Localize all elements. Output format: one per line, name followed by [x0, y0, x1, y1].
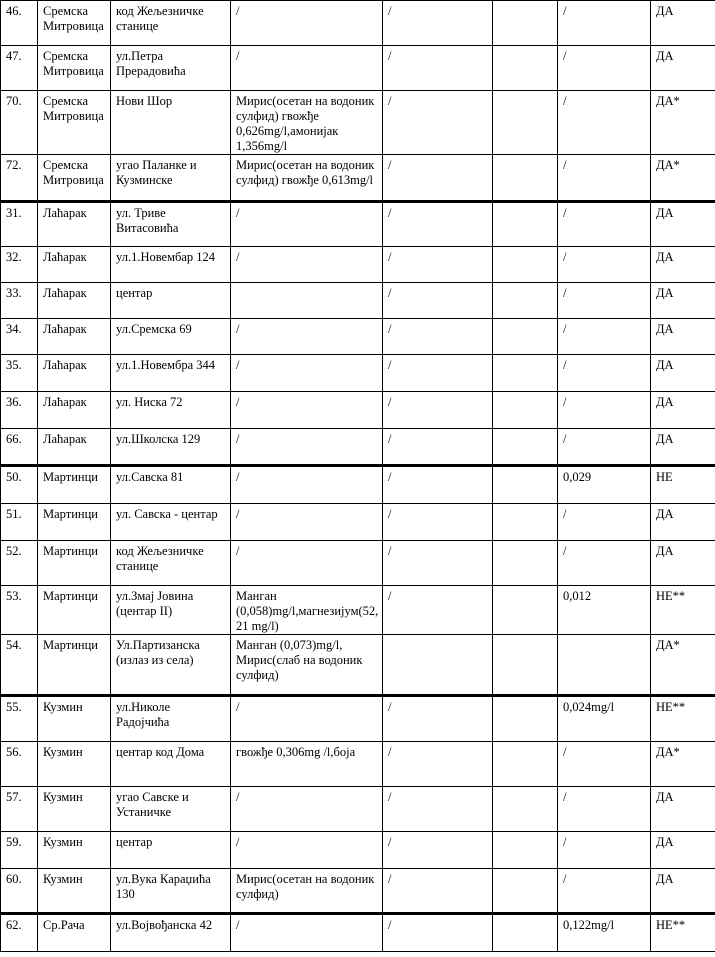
- verdict-cell: ДА: [651, 392, 715, 429]
- place-cell: Кузмин: [38, 869, 111, 914]
- value-cell-6: [493, 832, 558, 869]
- value-cell-5: [383, 635, 493, 696]
- value-cell-6: [493, 914, 558, 952]
- place-cell: Сремска Митровица: [38, 91, 111, 155]
- row-number: 60.: [1, 869, 38, 914]
- value-cell-6: [493, 787, 558, 832]
- value-cell-5: /: [383, 504, 493, 541]
- address-cell: ул. Савска - центар: [111, 504, 231, 541]
- address-cell: ул.Петра Прерадовића: [111, 46, 231, 91]
- address-cell: ул.1.Новембар 124: [111, 247, 231, 283]
- row-number: 50.: [1, 466, 38, 504]
- table-row: [1, 466, 715, 504]
- table-row: [1, 1, 715, 46]
- value-cell-6: [493, 541, 558, 586]
- value-cell-5: /: [383, 247, 493, 283]
- description-cell: /: [231, 392, 383, 429]
- place-cell: Кузмин: [38, 832, 111, 869]
- description-cell: Манган (0,073)mg/l, Мирис(слаб на водоник сулфид): [231, 635, 383, 696]
- description-cell: /: [231, 319, 383, 355]
- verdict-cell: ДА: [651, 541, 715, 586]
- address-cell: ул.Николе Радојчића: [111, 696, 231, 742]
- value-cell-6: [493, 869, 558, 914]
- value-cell-6: [493, 355, 558, 392]
- address-cell: угао Савске и Устаничке: [111, 787, 231, 832]
- value-cell-6: [493, 429, 558, 466]
- value-cell-7: /: [558, 541, 651, 586]
- value-cell-6: [493, 1, 558, 46]
- description-cell: /: [231, 466, 383, 504]
- address-cell: центар код Дома: [111, 742, 231, 787]
- value-cell-7: 0,029: [558, 466, 651, 504]
- verdict-cell: ДА: [651, 283, 715, 319]
- value-cell-5: /: [383, 355, 493, 392]
- description-cell: /: [231, 541, 383, 586]
- value-cell-5: /: [383, 832, 493, 869]
- description-cell: /: [231, 247, 383, 283]
- table-body: [1, 1, 715, 952]
- value-cell-5: /: [383, 202, 493, 247]
- value-cell-6: [493, 247, 558, 283]
- row-number: 59.: [1, 832, 38, 869]
- table-row: [1, 504, 715, 541]
- address-cell: код Жељезничке станице: [111, 541, 231, 586]
- description-cell: /: [231, 202, 383, 247]
- value-cell-7: /: [558, 46, 651, 91]
- address-cell: ул.Савска 81: [111, 466, 231, 504]
- place-cell: Сремска Митровица: [38, 46, 111, 91]
- value-cell-7: 0,012: [558, 586, 651, 635]
- verdict-cell: НЕ**: [651, 696, 715, 742]
- row-number: 52.: [1, 541, 38, 586]
- table-row: [1, 787, 715, 832]
- address-cell: центар: [111, 832, 231, 869]
- verdict-cell: ДА: [651, 355, 715, 392]
- value-cell-6: [493, 202, 558, 247]
- description-cell: Мирис(осетан на водоник сулфид) гвожђе 0,626mg/l,амонијак 1,356mg/l: [231, 91, 383, 155]
- row-number: 47.: [1, 46, 38, 91]
- verdict-cell: НЕ**: [651, 586, 715, 635]
- address-cell: Ул.Партизанска (излаз из села): [111, 635, 231, 696]
- description-cell: [231, 283, 383, 319]
- value-cell-5: /: [383, 742, 493, 787]
- value-cell-6: [493, 155, 558, 202]
- place-cell: Сремска Митровица: [38, 155, 111, 202]
- row-number: 72.: [1, 155, 38, 202]
- address-cell: ул.Војвођанска 42: [111, 914, 231, 952]
- row-number: 56.: [1, 742, 38, 787]
- verdict-cell: НЕ**: [651, 914, 715, 952]
- value-cell-6: [493, 392, 558, 429]
- row-number: 62.: [1, 914, 38, 952]
- value-cell-5: /: [383, 392, 493, 429]
- table-row: [1, 155, 715, 202]
- table-row: [1, 429, 715, 466]
- row-number: 70.: [1, 91, 38, 155]
- row-number: 46.: [1, 1, 38, 46]
- value-cell-7: [558, 635, 651, 696]
- value-cell-6: [493, 635, 558, 696]
- address-cell: ул.Сремска 69: [111, 319, 231, 355]
- row-number: 55.: [1, 696, 38, 742]
- place-cell: Лаћарак: [38, 429, 111, 466]
- value-cell-7: /: [558, 1, 651, 46]
- value-cell-7: /: [558, 247, 651, 283]
- value-cell-7: /: [558, 91, 651, 155]
- verdict-cell: ДА: [651, 832, 715, 869]
- value-cell-5: /: [383, 429, 493, 466]
- description-cell: Манган (0,058)mg/l,магнезијум(52, 21 mg/l): [231, 586, 383, 635]
- verdict-cell: ДА: [651, 429, 715, 466]
- table-row: [1, 355, 715, 392]
- table-row: [1, 91, 715, 155]
- description-cell: /: [231, 504, 383, 541]
- address-cell: ул. Ниска 72: [111, 392, 231, 429]
- place-cell: Мартинци: [38, 504, 111, 541]
- place-cell: Лаћарак: [38, 355, 111, 392]
- place-cell: Мартинци: [38, 635, 111, 696]
- value-cell-5: /: [383, 46, 493, 91]
- row-number: 34.: [1, 319, 38, 355]
- address-cell: ул. Триве Витасовића: [111, 202, 231, 247]
- value-cell-7: /: [558, 202, 651, 247]
- description-cell: гвожђе 0,306mg /l,боја: [231, 742, 383, 787]
- value-cell-5: /: [383, 1, 493, 46]
- value-cell-7: /: [558, 869, 651, 914]
- address-cell: ул.Школска 129: [111, 429, 231, 466]
- table-row: [1, 283, 715, 319]
- address-cell: Нови Шор: [111, 91, 231, 155]
- place-cell: Лаћарак: [38, 202, 111, 247]
- table-row: [1, 319, 715, 355]
- value-cell-7: /: [558, 787, 651, 832]
- value-cell-7: 0,122mg/l: [558, 914, 651, 952]
- address-cell: код Жељезничке станице: [111, 1, 231, 46]
- table-row: [1, 392, 715, 429]
- place-cell: Ср.Рача: [38, 914, 111, 952]
- value-cell-5: /: [383, 787, 493, 832]
- verdict-cell: ДА: [651, 247, 715, 283]
- description-cell: /: [231, 832, 383, 869]
- row-number: 53.: [1, 586, 38, 635]
- value-cell-7: /: [558, 429, 651, 466]
- verdict-cell: ДА: [651, 504, 715, 541]
- place-cell: Мартинци: [38, 466, 111, 504]
- value-cell-7: /: [558, 742, 651, 787]
- description-cell: /: [231, 355, 383, 392]
- table-row: [1, 586, 715, 635]
- description-cell: Мирис(осетан на водоник сулфид) гвожђе 0,613mg/l: [231, 155, 383, 202]
- description-cell: /: [231, 46, 383, 91]
- description-cell: /: [231, 696, 383, 742]
- row-number: 36.: [1, 392, 38, 429]
- place-cell: Лаћарак: [38, 319, 111, 355]
- place-cell: Кузмин: [38, 696, 111, 742]
- verdict-cell: ДА: [651, 202, 715, 247]
- place-cell: Сремска Митровица: [38, 1, 111, 46]
- address-cell: ул.Змај Јовина (центар II): [111, 586, 231, 635]
- place-cell: Кузмин: [38, 742, 111, 787]
- value-cell-5: /: [383, 586, 493, 635]
- row-number: 32.: [1, 247, 38, 283]
- place-cell: Мартинци: [38, 586, 111, 635]
- value-cell-5: /: [383, 91, 493, 155]
- verdict-cell: ДА: [651, 1, 715, 46]
- table-row: [1, 742, 715, 787]
- description-cell: Мирис(осетан на водоник сулфид): [231, 869, 383, 914]
- verdict-cell: ДА*: [651, 155, 715, 202]
- value-cell-5: /: [383, 319, 493, 355]
- row-number: 66.: [1, 429, 38, 466]
- table-row: [1, 46, 715, 91]
- address-cell: ул.1.Новембра 344: [111, 355, 231, 392]
- place-cell: Мартинци: [38, 541, 111, 586]
- row-number: 57.: [1, 787, 38, 832]
- row-number: 54.: [1, 635, 38, 696]
- value-cell-5: /: [383, 914, 493, 952]
- row-number: 35.: [1, 355, 38, 392]
- row-number: 51.: [1, 504, 38, 541]
- table-row: [1, 696, 715, 742]
- value-cell-6: [493, 696, 558, 742]
- value-cell-6: [493, 466, 558, 504]
- verdict-cell: ДА: [651, 869, 715, 914]
- verdict-cell: ДА: [651, 787, 715, 832]
- verdict-cell: НЕ: [651, 466, 715, 504]
- value-cell-7: /: [558, 155, 651, 202]
- description-cell: /: [231, 914, 383, 952]
- value-cell-6: [493, 586, 558, 635]
- value-cell-7: /: [558, 355, 651, 392]
- verdict-cell: ДА: [651, 46, 715, 91]
- value-cell-7: 0,024mg/l: [558, 696, 651, 742]
- value-cell-7: /: [558, 504, 651, 541]
- table-row: [1, 832, 715, 869]
- verdict-cell: ДА*: [651, 635, 715, 696]
- value-cell-5: /: [383, 155, 493, 202]
- table-row: [1, 247, 715, 283]
- value-cell-7: /: [558, 319, 651, 355]
- address-cell: ул.Вука Караџића 130: [111, 869, 231, 914]
- value-cell-6: [493, 46, 558, 91]
- place-cell: Лаћарак: [38, 247, 111, 283]
- address-cell: центар: [111, 283, 231, 319]
- table-row: [1, 541, 715, 586]
- table-row: [1, 635, 715, 696]
- value-cell-6: [493, 319, 558, 355]
- value-cell-7: /: [558, 832, 651, 869]
- value-cell-7: /: [558, 283, 651, 319]
- value-cell-5: /: [383, 869, 493, 914]
- verdict-cell: ДА*: [651, 91, 715, 155]
- verdict-cell: ДА*: [651, 742, 715, 787]
- description-cell: /: [231, 787, 383, 832]
- value-cell-6: [493, 504, 558, 541]
- value-cell-5: /: [383, 696, 493, 742]
- table-row: [1, 914, 715, 952]
- value-cell-6: [493, 283, 558, 319]
- description-cell: /: [231, 1, 383, 46]
- value-cell-5: /: [383, 541, 493, 586]
- table-row: [1, 869, 715, 914]
- place-cell: Лаћарак: [38, 283, 111, 319]
- row-number: 33.: [1, 283, 38, 319]
- value-cell-6: [493, 91, 558, 155]
- description-cell: /: [231, 429, 383, 466]
- value-cell-5: /: [383, 283, 493, 319]
- place-cell: Лаћарак: [38, 392, 111, 429]
- address-cell: угао Паланке и Кузминске: [111, 155, 231, 202]
- row-number: 31.: [1, 202, 38, 247]
- value-cell-6: [493, 742, 558, 787]
- value-cell-5: /: [383, 466, 493, 504]
- verdict-cell: ДА: [651, 319, 715, 355]
- value-cell-7: /: [558, 392, 651, 429]
- place-cell: Кузмин: [38, 787, 111, 832]
- table-row: [1, 202, 715, 247]
